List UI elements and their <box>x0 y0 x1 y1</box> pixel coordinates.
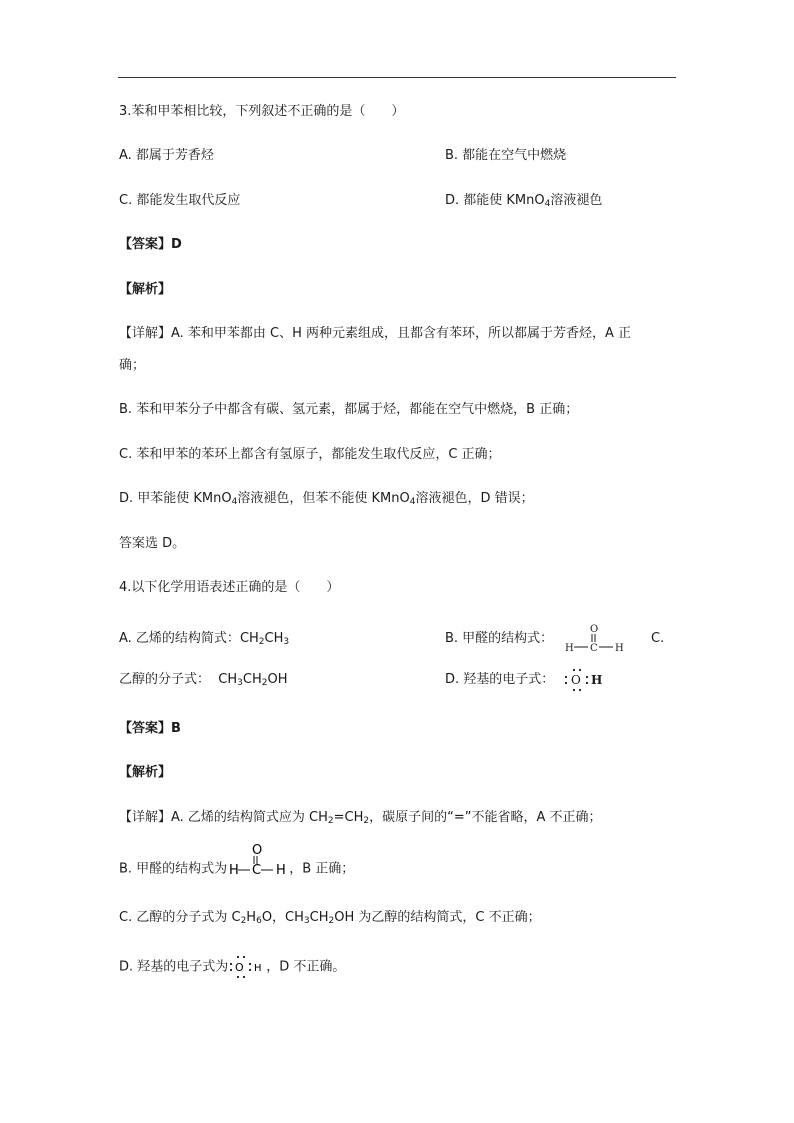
q3-detail-a: 【详解】A. 苯和甲苯都由 C、H 两种元素组成，且都含有苯环，所以都属于芳香烃，A 正 <box>119 326 632 341</box>
subscript: 3 <box>283 637 290 647</box>
formula-part: H <box>246 910 257 925</box>
subscript: 4 <box>409 497 416 507</box>
formaldehyde-o: O <box>590 624 599 635</box>
q3-option-b: B. 都能在空气中燃烧 <box>445 148 567 163</box>
subscript: 2 <box>327 816 334 826</box>
q4-stem: 4.以下化学用语表述正确的是（ ） <box>119 580 340 595</box>
formula-part: CH <box>309 910 329 925</box>
q4-detail-a <box>119 809 602 830</box>
formaldehyde-h-right: H <box>615 643 624 654</box>
subscript: 3 <box>303 916 310 926</box>
formula-part: =CH <box>333 810 364 825</box>
formaldehyde-structure <box>563 622 629 656</box>
subscript: 2 <box>363 816 370 826</box>
formaldehyde-c: C <box>590 643 598 654</box>
q4-option-c-label: 乙醇的分子式： <box>119 672 211 687</box>
hydroxyl-h: H <box>254 963 262 974</box>
q3-detail-b: B. 苯和甲苯分子中都含有碳、氢元素，都属于烃，都能在空气中燃烧，B 正确； <box>119 402 579 417</box>
q4-detail-d-tail: ，D 不正确。 <box>266 959 346 975</box>
formula-part: CH <box>264 631 284 646</box>
formaldehyde-structure-inline <box>227 844 289 878</box>
formaldehyde-h-right: H <box>276 863 286 878</box>
q3-analysis-title: 【解析】 <box>119 282 172 297</box>
q4-option-c-marker: C. <box>651 631 665 646</box>
q3-detail-d-text: D. 甲苯能使 KMnO <box>119 491 232 506</box>
subscript: 6 <box>256 916 262 926</box>
hydroxyl-o: O <box>235 961 244 974</box>
q3-detail-d <box>119 490 534 511</box>
q4-detail-b-tail: ，B 正确； <box>289 861 355 877</box>
q4-detail-c <box>119 909 541 930</box>
q3-detail-c: C. 苯和甲苯的苯环上都含有氢原子，都能发生取代反应，C 正确； <box>119 447 501 462</box>
q4-detail-b-text: B. 甲醛的结构式为 <box>119 861 228 877</box>
q4-detail-c-tail: OH 为乙醇的结构简式，C 不正确； <box>334 910 541 925</box>
subscript: 4 <box>544 199 551 209</box>
q4-option-d: D. 羟基的电子式： <box>445 672 555 687</box>
q4-option-b: B. 甲醛的结构式： <box>445 631 554 646</box>
q4-detail-d <box>119 958 345 977</box>
q3-option-c: C. 都能发生取代反应 <box>119 193 241 208</box>
q3-option-d <box>445 192 602 213</box>
formula-part: CH <box>218 672 238 687</box>
q3-option-d-tail: 溶液褪色 <box>550 193 603 208</box>
formaldehyde-h-left: H <box>565 643 574 654</box>
q3-option-d-text: D. 都能使 KMnO <box>445 193 545 208</box>
formaldehyde-o: O <box>252 844 263 858</box>
q4-option-c <box>119 671 287 692</box>
q3-answer: 【答案】D <box>119 237 182 252</box>
formaldehyde-c: C <box>252 863 262 878</box>
hydroxyl-lewis-structure <box>563 668 607 692</box>
q4-detail-a-tail: ，碳原子间的“=”不能省略，A 不正确； <box>369 810 602 825</box>
formula-part: OH <box>267 672 288 687</box>
header-rule <box>118 77 676 78</box>
hydroxyl-h: H <box>591 673 603 687</box>
subscript: 4 <box>231 497 238 507</box>
q4-detail-c-text: C. 乙醇的分子式为 C <box>119 910 241 925</box>
q3-detail-d-mid: 溶液褪色，但苯不能使 KMnO <box>237 491 410 506</box>
q3-conclusion: 答案选 D。 <box>119 536 186 551</box>
formula-part: O，CH <box>261 910 304 925</box>
hydroxyl-o: O <box>571 673 581 687</box>
q4-option-a-label: A. 乙烯的结构简式： <box>119 631 240 646</box>
subscript: 3 <box>237 678 243 688</box>
hydroxyl-lewis-inline <box>228 958 266 976</box>
subscript: 2 <box>258 637 265 647</box>
subscript: 2 <box>240 916 247 926</box>
q4-detail-d-text: D. 羟基的电子式为 <box>119 959 229 975</box>
q4-option-a <box>119 630 289 651</box>
formula-part: CH <box>239 631 259 646</box>
formula-part: CH <box>242 672 262 687</box>
q3-stem: 3.苯和甲苯相比较，下列叙述不正确的是（ ） <box>119 104 405 119</box>
q3-option-a: A. 都属于芳香烃 <box>119 148 214 163</box>
q3-detail-a-cont: 确； <box>119 358 146 373</box>
subscript: 2 <box>328 916 335 926</box>
q3-detail-d-tail: 溶液褪色，D 错误； <box>415 491 534 506</box>
q4-detail-b <box>119 844 355 879</box>
q4-detail-a-text: 【详解】A. 乙烯的结构简式应为 CH <box>119 810 328 825</box>
q4-analysis-title: 【解析】 <box>119 765 172 780</box>
q4-answer: 【答案】B <box>119 721 181 736</box>
formaldehyde-h-left: H <box>229 863 239 878</box>
subscript: 2 <box>261 678 268 688</box>
